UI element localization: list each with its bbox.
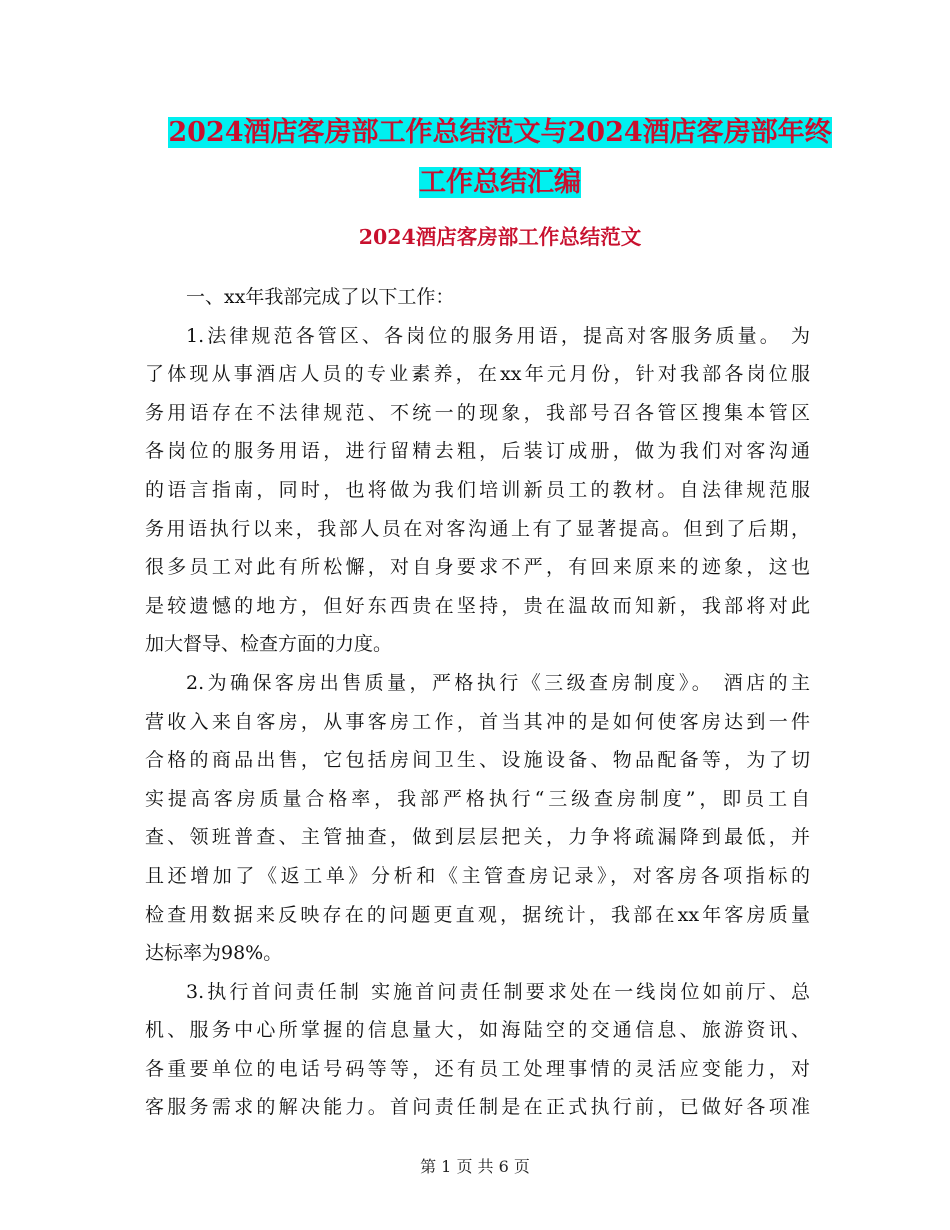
body-line: 1.法律规范各管区、各岗位的服务用语，提高对客服务质量。 为 xyxy=(186,324,810,347)
body-line: 3.执行首问责任制 实施首问责任制要求处在一线岗位如前厅、总 xyxy=(186,980,810,1003)
body-line: 且还增加了《返工单》分析和《主管查房记录》，对客房各项指标的 xyxy=(145,864,810,887)
body-line: 客服务需求的解决能力。首问责任制是在正式执行前，已做好各项准 xyxy=(145,1096,810,1119)
body-line: 的语言指南，同时，也将做为我们培训新员工的教材。自法律规范服 xyxy=(145,478,810,501)
page-footer: 第 1 页 共 6 页 xyxy=(420,1157,530,1176)
body-line: 机、服务中心所掌握的信息量大，如海陆空的交通信息、旅游资讯、 xyxy=(145,1019,810,1042)
body-line: 很多员工对此有所松懈，对自身要求不严，有回来原来的迹象，这也 xyxy=(145,556,810,579)
document-title-line-2: 工作总结汇编 xyxy=(419,167,581,198)
body-line: 加大督导、检查方面的力度。 xyxy=(145,633,393,656)
body-line: 实提高客房质量合格率，我部严格执行“三级查房制度”，即员工自 xyxy=(145,787,810,810)
document-title-line-1: 2024酒店客房部工作总结范文与2024酒店客房部年终 xyxy=(168,117,832,148)
body-line: 合格的商品出售，它包括房间卫生、设施设备、物品配备等，为了切 xyxy=(145,749,810,772)
body-line: 各重要单位的电话号码等等，还有员工处理事情的灵活应变能力，对 xyxy=(145,1057,810,1080)
body-line: 2.为确保客房出售质量，严格执行《三级查房制度》。 酒店的主 xyxy=(186,671,810,694)
body-line: 达标率为98%。 xyxy=(145,942,283,965)
section-title: 2024酒店客房部工作总结范文 xyxy=(358,225,642,249)
document-title xyxy=(100,108,900,208)
body-line: 查、领班普查、主管抽查，做到层层把关，力争将疏漏降到最低，并 xyxy=(145,826,810,849)
body-line: 是较遗憾的地方，但好东西贵在坚持，贵在温故而知新，我部将对此 xyxy=(145,594,810,617)
body-line: 各岗位的服务用语，进行留精去粗，后装订成册，做为我们对客沟通 xyxy=(145,440,810,463)
body-line: 检查用数据来反映存在的问题更直观，据统计，我部在xx年客房质量 xyxy=(145,903,810,926)
body-line: 了体现从事酒店人员的专业素养，在xx年元月份，针对我部各岗位服 xyxy=(145,363,810,386)
body-line: 务用语存在不法律规范、不统一的现象，我部号召各管区搜集本管区 xyxy=(145,401,810,424)
body-line: 一、xx年我部完成了以下工作： xyxy=(186,286,455,308)
document-body xyxy=(145,278,810,1127)
body-line: 务用语执行以来，我部人员在对客沟通上有了显著提高。但到了后期， xyxy=(145,517,810,540)
body-line: 营收入来自客房，从事客房工作，首当其冲的是如何使客房达到一件 xyxy=(145,710,810,733)
